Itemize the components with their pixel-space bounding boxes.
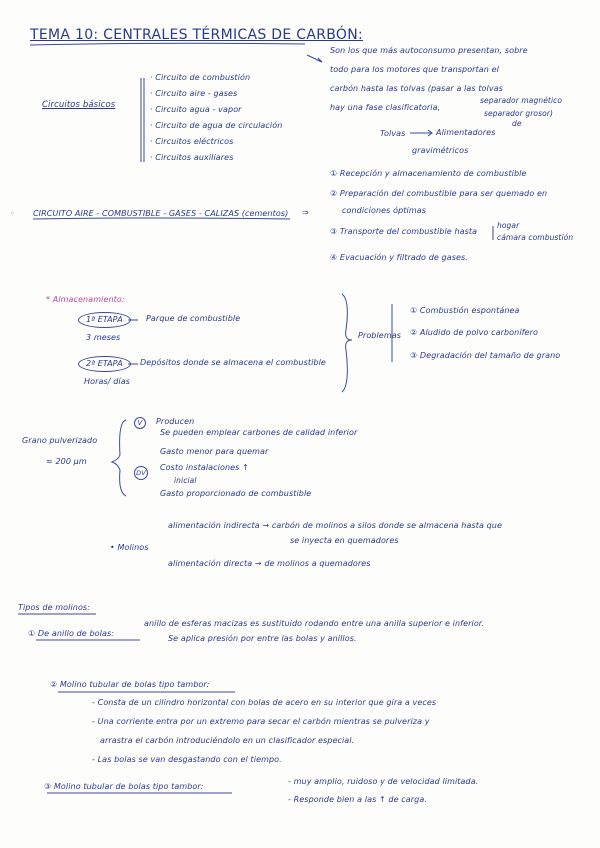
mill1-text: anillo de esferas macizas es sustituido rodando entre una anilla superior e inferior.: [144, 619, 485, 628]
mills-heading: Tipos de molinos:: [18, 603, 90, 612]
alimentadores-label: Alimentadores: [436, 128, 496, 137]
intro-line: Son los que más autoconsumo presentan, sobre: [330, 46, 528, 55]
circuits-label: Circuitos básicos: [42, 100, 116, 110]
arrow-icon: ⇒: [302, 208, 309, 217]
feed-indirect: se inyecta en quemadores: [290, 536, 399, 545]
circuit-air-label: CIRCUITO AIRE - COMBUSTIBLE - GASES - CALIZAS (cementos): [33, 209, 289, 218]
page-title: TEMA 10: CENTRALES TÉRMICAS DE CARBÓN:: [30, 27, 363, 43]
intro-line: hay una fase clasificatoria,: [330, 103, 441, 112]
step-item: ① Recepción y almacenamiento de combustible: [330, 169, 527, 178]
step-item: ④ Evacuación y filtrado de gases.: [330, 253, 468, 262]
stage2-time: Horas/ días: [84, 377, 130, 386]
problem-item: ① Combustión espontánea: [410, 306, 520, 315]
step-item: condiciones óptimas: [342, 206, 426, 215]
circuit-item: · Circuito aire - gases: [150, 89, 238, 98]
step-note: cámara combustión: [497, 233, 574, 242]
grain-dv-line: Gasto proporcionado de combustible: [160, 489, 312, 498]
mill3-label: ③ Molino tubular de bolas tipo tambor:: [44, 782, 204, 791]
mill2-label: ② Molino tubular de bolas tipo tambor:: [50, 680, 210, 689]
bullet-icon: ◦: [10, 209, 15, 218]
circuit-item: · Circuitos eléctricos: [150, 137, 234, 146]
stage2-text: Depósitos donde se almacena el combustible: [140, 358, 326, 367]
stage1-badge: 1ª ETAPA: [78, 312, 131, 328]
intro-note: separador grosor): [484, 109, 554, 118]
intro-line: todo para los motores que transportan el: [330, 65, 499, 74]
mill2-line: arrastra el carbón introduciéndolo en un clasificador especial.: [100, 736, 355, 745]
circuit-item: · Circuitos auxiliares: [150, 153, 234, 162]
mill2-line: - Consta de un cilindro horizontal con bolas de acero en su interior que gira a veces: [92, 698, 437, 707]
tolvas-label: Tolvas: [380, 129, 406, 138]
intro-line: carbón hasta las tolvas (pasar a las tolvas: [330, 84, 503, 93]
gravimetricos-label: gravimétricos: [412, 146, 469, 155]
step-note: hogar: [497, 221, 520, 230]
grain-label: Grano pulverizado: [22, 436, 98, 445]
circuit-item: · Circuito de agua de circulación: [150, 121, 283, 130]
circuit-item: · Circuito agua - vapor: [150, 105, 242, 114]
stage1-text: Parque de combustible: [146, 314, 241, 323]
feed-direct: alimentación directa → de molinos a quemadores: [168, 559, 371, 568]
dv-badge: DV: [134, 466, 148, 480]
grain-v-line: Producen: [156, 417, 195, 426]
mill2-line: - Las bolas se van desgastando con el tiempo.: [92, 755, 282, 764]
intro-note: separador magnético: [480, 96, 563, 105]
circuit-item: · Circuito de combustión: [150, 73, 251, 82]
feed-label: • Molinos: [110, 543, 149, 552]
step-item: ③ Transporte del combustible hasta: [330, 227, 478, 236]
grain-v-line: Gasto menor para quemar: [160, 447, 269, 456]
mill2-line: - Una corriente entra por un extremo para secar el carbón mientras se pulveriza y: [92, 717, 430, 726]
feed-indirect: alimentación indirecta → carbón de molinos a silos donde se almacena hasta que: [168, 521, 502, 530]
grain-size: ≈ 200 µm: [46, 457, 87, 466]
problems-label: Problemas: [358, 331, 401, 340]
stage1-time: 3 meses: [86, 333, 121, 342]
grain-dv-line: Costo instalaciones ↑: [160, 463, 249, 472]
grain-dv-line: inicial: [174, 476, 197, 485]
problem-item: ② Aludido de polvo carbonífero: [410, 328, 538, 337]
mill1-text: Se aplica presión por entre las bolas y anillos.: [168, 634, 357, 643]
mill3-line: - Responde bien a las ↑ de carga.: [288, 795, 427, 804]
problem-item: ③ Degradación del tamaño de grano: [410, 351, 561, 360]
grain-v-line: Se pueden emplear carbones de calidad inferior: [160, 428, 358, 437]
mill1-label: ① De anillo de bolas:: [28, 629, 115, 638]
step-item: ② Preparación del combustible para ser quemado en: [330, 189, 548, 198]
mill3-line: - muy amplio, ruidoso y de velocidad limitada.: [288, 777, 479, 786]
storage-label: * Almacenamiento:: [46, 295, 125, 304]
intro-note: de: [512, 119, 522, 128]
v-badge: V: [134, 417, 146, 429]
stage2-badge: 2ª ETAPA: [78, 356, 131, 372]
